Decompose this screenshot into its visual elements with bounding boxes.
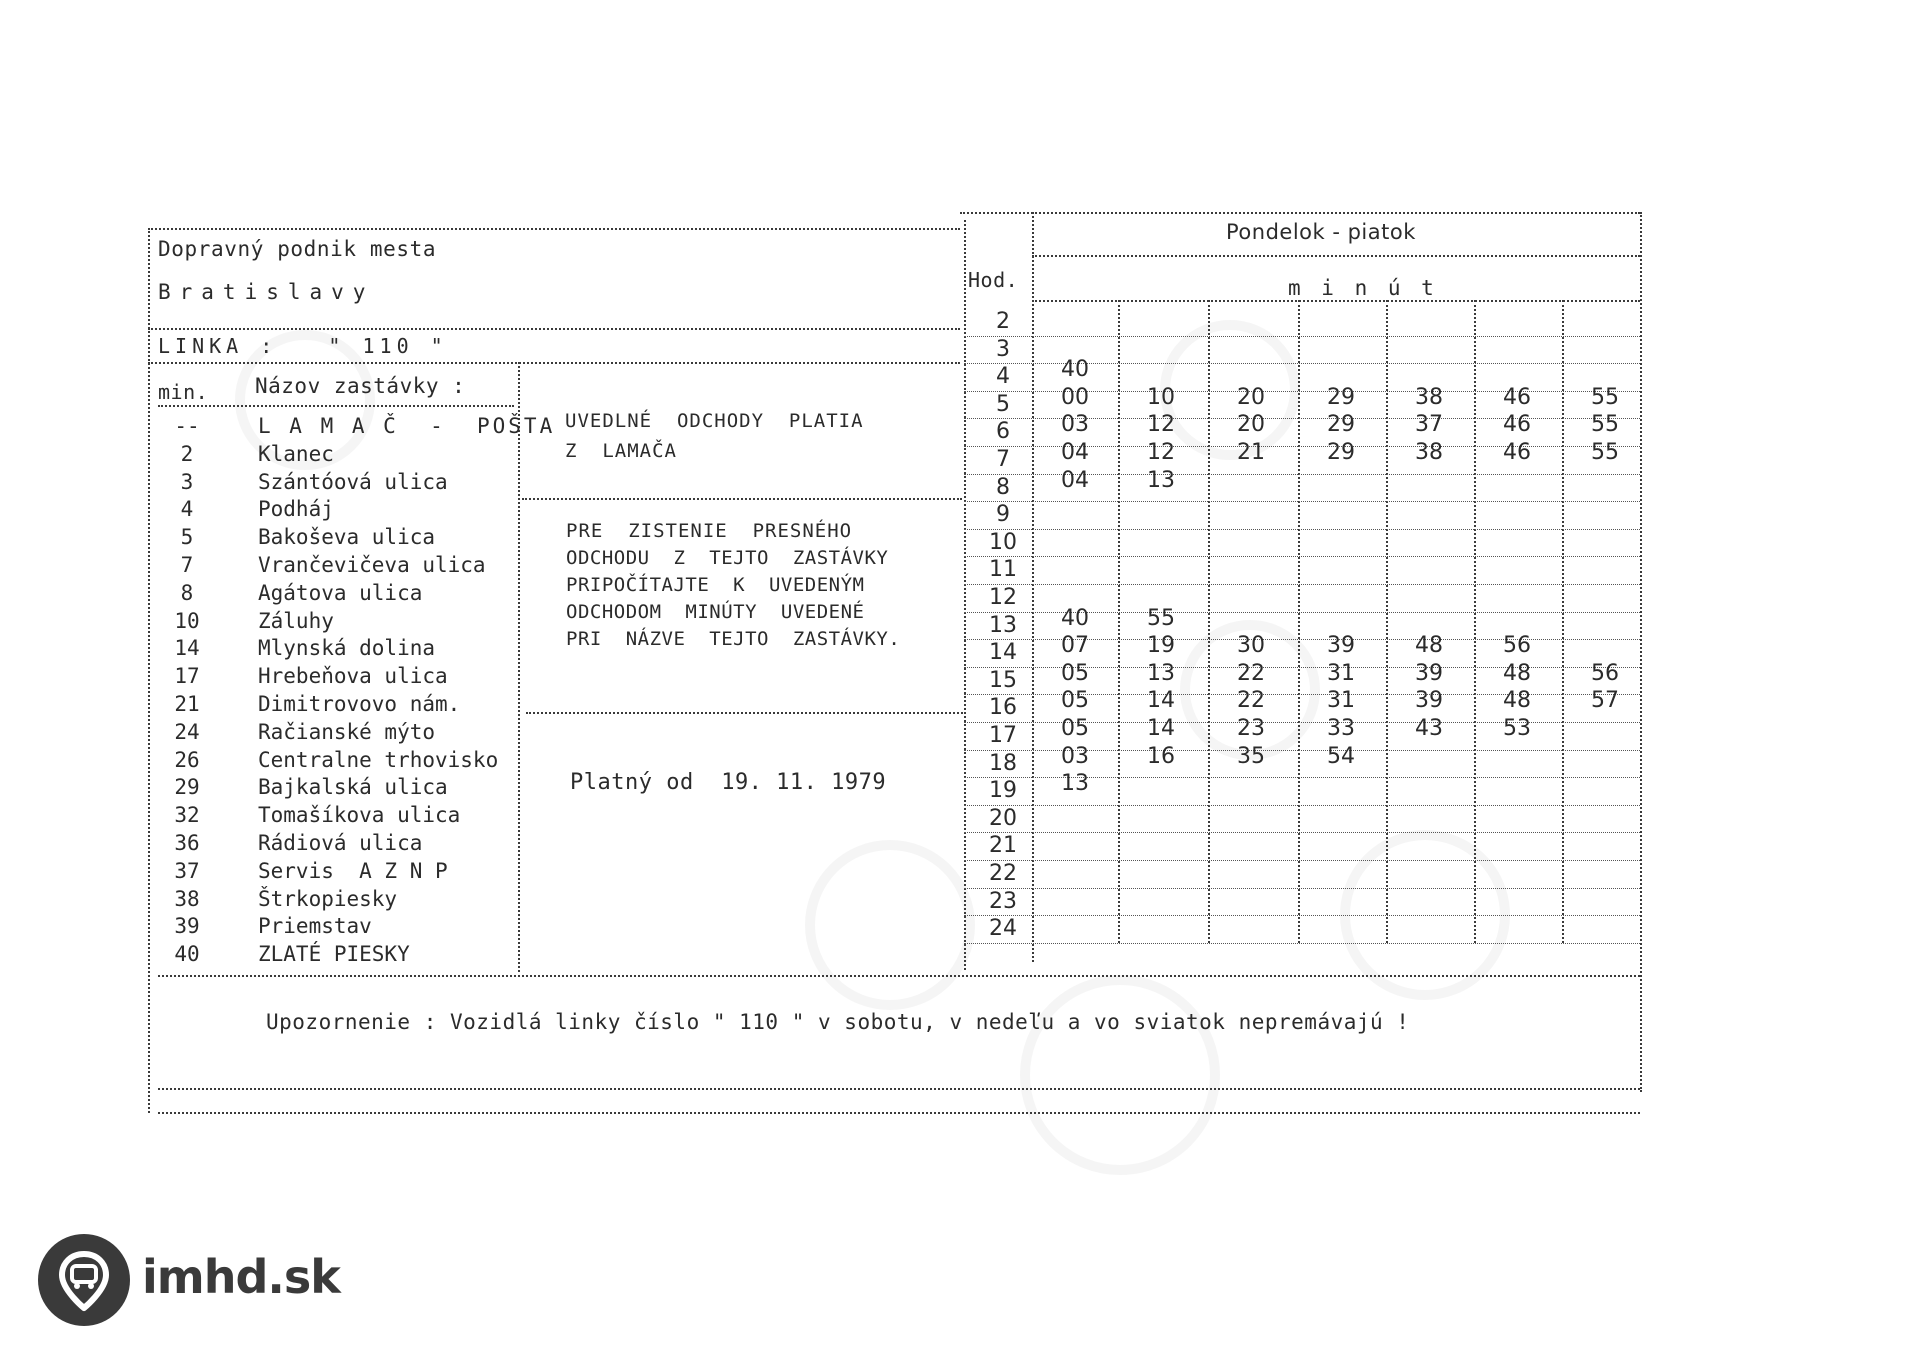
minutes-header: m i n ú t: [1288, 276, 1438, 300]
departure-minute: 13: [1147, 467, 1175, 493]
departure-minute: 38: [1415, 440, 1443, 465]
departure-minute: 04: [1061, 440, 1089, 465]
departure-minute: 03: [1061, 743, 1089, 769]
departure-minute: 29: [1327, 412, 1355, 438]
departure-minute: 13: [1147, 660, 1175, 686]
stop-name: Podháj: [258, 497, 334, 522]
stop-row: [158, 442, 518, 469]
stop-row: [158, 553, 518, 580]
stop-minutes: 36: [174, 831, 200, 855]
departure-minute: 55: [1147, 605, 1175, 631]
departure-minute: 31: [1327, 688, 1355, 714]
stop-name: Račianské mýto: [258, 719, 436, 744]
hour-label: 14: [989, 640, 1017, 666]
departure-minute: 14: [1147, 688, 1175, 714]
stop-minutes: 38: [174, 886, 200, 911]
stop-minutes: 26: [174, 747, 200, 772]
departure-minute: 29: [1327, 440, 1355, 465]
stop-name: Hrebeňova ulica: [258, 664, 448, 689]
stop-name: Centralne trhovisko: [258, 747, 499, 772]
calc-note-line3: PRIPOČÍTAJTE K UVEDENÝM: [566, 574, 865, 596]
grid-row-line: [964, 915, 1640, 916]
hour-label: 10: [989, 529, 1017, 555]
stop-minutes: 8: [180, 580, 194, 605]
stop-row: [158, 414, 556, 441]
departure-minute: 46: [1503, 440, 1531, 465]
stop-row: [158, 636, 518, 663]
departure-minute: 48: [1415, 633, 1443, 659]
departure-minute: 19: [1147, 633, 1175, 659]
departure-minute: 35: [1237, 743, 1265, 769]
stop-name: Mlynská dolina: [258, 636, 436, 661]
departures-note-line1: UVEDLNÉ ODCHODY PLATIA: [565, 410, 864, 432]
stop-row: [158, 831, 518, 858]
stop-row: [158, 525, 518, 552]
stop-minutes: 2: [180, 441, 194, 466]
departure-minute: 05: [1061, 688, 1089, 714]
departure-minute: 46: [1503, 384, 1531, 410]
stop-minutes: --: [174, 414, 200, 438]
stop-name: Szántóová ulica: [258, 469, 448, 494]
hour-label: 18: [989, 750, 1017, 776]
grid-row-line: [964, 584, 1640, 585]
departure-minute: 12: [1147, 440, 1175, 465]
departure-minute: 10: [1147, 384, 1175, 410]
stop-minutes: 17: [174, 664, 200, 689]
departure-minute: 14: [1147, 716, 1175, 741]
hour-label: 24: [989, 916, 1017, 942]
stop-row: [158, 775, 518, 802]
departure-minute: 56: [1591, 660, 1619, 686]
grid-row-line: [964, 336, 1640, 337]
stop-row: [158, 609, 518, 636]
stop-row: [158, 497, 518, 524]
grid-row-line: [964, 860, 1640, 861]
day-type-header: Pondelok - piatok: [1226, 220, 1416, 244]
departure-minute: 48: [1503, 688, 1531, 714]
stop-minutes: 14: [174, 636, 200, 661]
stop-minutes: 24: [174, 719, 200, 744]
calc-note-line5: PRI NÁZVE TEJTO ZASTÁVKY.: [566, 628, 901, 650]
stop-name: Bakoševa ulica: [258, 525, 436, 550]
stop-name: Dimitrovovo nám.: [258, 692, 461, 716]
stop-row: [158, 692, 518, 719]
stops-min-header: min.: [158, 380, 209, 404]
line-number: LINKA : " 110 ": [158, 334, 448, 358]
hour-label: 5: [996, 391, 1010, 417]
stop-name: Agátova ulica: [258, 580, 423, 605]
hour-column-header: Hod.: [968, 268, 1019, 292]
hour-label: 22: [989, 861, 1017, 886]
imhd-logo[interactable]: [38, 1232, 338, 1328]
stop-name: Záluhy: [258, 608, 334, 633]
stops-name-header: Názov zastávky :: [255, 374, 466, 398]
hour-label: 16: [989, 695, 1017, 721]
grid-row-line: [964, 805, 1640, 806]
stop-name: Rádiová ulica: [258, 831, 423, 855]
hour-label: 3: [996, 336, 1010, 362]
stop-minutes: 3: [180, 469, 194, 494]
hour-label: 9: [996, 502, 1010, 528]
stop-row: [158, 914, 518, 941]
hour-label: 6: [996, 419, 1010, 445]
departure-minute: 33: [1327, 716, 1355, 741]
hour-label: 11: [989, 557, 1017, 583]
departure-minute: 07: [1061, 633, 1089, 659]
stop-minutes: 32: [174, 803, 200, 828]
stop-name: Bajkalská ulica: [258, 775, 448, 800]
stop-name: L A M A Č - POŠTA: [258, 414, 556, 438]
hour-label: 7: [996, 447, 1010, 472]
departure-minute: 37: [1415, 412, 1443, 438]
departure-minute: 20: [1237, 412, 1265, 438]
stop-row: [158, 748, 518, 775]
hour-label: 21: [989, 833, 1017, 859]
departure-minute: 40: [1061, 357, 1089, 383]
grid-row-line: [964, 832, 1640, 833]
departure-minute: 23: [1237, 716, 1265, 741]
grid-row-line: [964, 943, 1640, 944]
hour-label: 17: [989, 723, 1017, 748]
hour-label: 23: [989, 888, 1017, 914]
company-name: Dopravný podnik mesta: [158, 237, 437, 261]
departure-minute: 03: [1061, 412, 1089, 438]
company-city: Bratislavy: [158, 280, 375, 304]
stop-row: [158, 859, 518, 886]
stop-row: [158, 720, 518, 747]
stop-row: [158, 803, 518, 830]
stop-name: ZLATÉ PIESKY: [258, 942, 410, 967]
departures-note-line2: Z LAMAČA: [565, 440, 677, 462]
departure-minute: 22: [1237, 688, 1265, 714]
hour-label: 20: [989, 805, 1017, 831]
stop-name: Klanec: [258, 441, 334, 466]
stop-row: [158, 470, 518, 497]
stop-row: [158, 887, 518, 914]
departure-minute: 12: [1147, 412, 1175, 438]
hour-label: 15: [989, 667, 1017, 693]
departure-minute: 39: [1415, 688, 1443, 714]
stop-name: Servis A Z N P: [258, 858, 448, 883]
stop-row: [158, 942, 518, 969]
hour-label: 8: [996, 474, 1010, 500]
departure-minute: 31: [1327, 660, 1355, 686]
hour-label: 2: [996, 309, 1010, 334]
departure-minute: 48: [1503, 660, 1531, 686]
stop-row: [158, 581, 518, 608]
stop-minutes: 29: [174, 775, 200, 800]
footer-warning: Upozornenie : Vozidlá linky číslo " 110 " v sobotu, v nedeľu a vo sviatok nepremávajú !: [266, 1010, 1410, 1034]
departure-minute: 00: [1061, 384, 1089, 410]
departure-minute: 05: [1061, 660, 1089, 686]
stop-minutes: 21: [174, 692, 200, 716]
departure-minute: 13: [1061, 771, 1089, 797]
departure-minute: 22: [1237, 660, 1265, 686]
stop-name: Vrančevičeva ulica: [258, 553, 486, 577]
bus-pin-icon: [38, 1234, 130, 1326]
departure-minute: 54: [1327, 743, 1355, 769]
watermark: [1020, 975, 1220, 1175]
stop-minutes: 4: [180, 497, 194, 522]
stop-minutes: 5: [180, 525, 194, 550]
departure-minute: 29: [1327, 384, 1355, 410]
departure-minute: 46: [1503, 412, 1531, 438]
stop-name: Priemstav: [258, 914, 372, 939]
stop-minutes: 40: [174, 942, 200, 967]
hour-label: 13: [989, 612, 1017, 638]
grid-row-line: [964, 529, 1640, 530]
logo-text: imhd.sk: [142, 1250, 340, 1304]
stop-minutes: 39: [174, 914, 200, 939]
departure-minute: 38: [1415, 384, 1443, 410]
departure-minute: 39: [1327, 633, 1355, 659]
hour-label: 19: [989, 778, 1017, 804]
hour-label: 4: [996, 364, 1010, 390]
departure-minute: 16: [1147, 743, 1175, 769]
departure-minute: 55: [1591, 440, 1619, 465]
stop-minutes: 7: [180, 553, 194, 577]
departure-minute: 05: [1061, 716, 1089, 741]
departure-minute: 39: [1415, 660, 1443, 686]
valid-from: Platný od 19. 11. 1979: [570, 770, 887, 795]
stop-name: Tomašíkova ulica: [258, 803, 461, 828]
grid-row-line: [964, 556, 1640, 557]
departure-minute: 43: [1415, 716, 1443, 741]
calc-note-line1: PRE ZISTENIE PRESNÉHO: [566, 520, 853, 542]
departure-minute: 55: [1591, 412, 1619, 438]
stop-name: Štrkopiesky: [258, 886, 398, 911]
departure-minute: 53: [1503, 716, 1531, 741]
stop-minutes: 37: [174, 858, 200, 883]
departure-minute: 30: [1237, 633, 1265, 659]
stop-row: [158, 664, 518, 691]
departure-minute: 40: [1061, 605, 1089, 631]
departure-minute: 20: [1237, 384, 1265, 410]
hour-label: 12: [989, 585, 1017, 610]
stop-minutes: 10: [174, 608, 200, 633]
departure-minute: 55: [1591, 384, 1619, 410]
watermark: [805, 840, 975, 1010]
departure-minute: 04: [1061, 467, 1089, 493]
calc-note-line4: ODCHODOM MINÚTY UVEDENÉ: [566, 601, 865, 623]
calc-note-line2: ODCHODU Z TEJTO ZASTÁVKY: [566, 547, 889, 569]
departure-minute: 56: [1503, 633, 1531, 659]
departure-minute: 57: [1591, 688, 1619, 714]
grid-row-line: [964, 888, 1640, 889]
departure-minute: 21: [1237, 440, 1265, 465]
grid-row-line: [964, 501, 1640, 502]
